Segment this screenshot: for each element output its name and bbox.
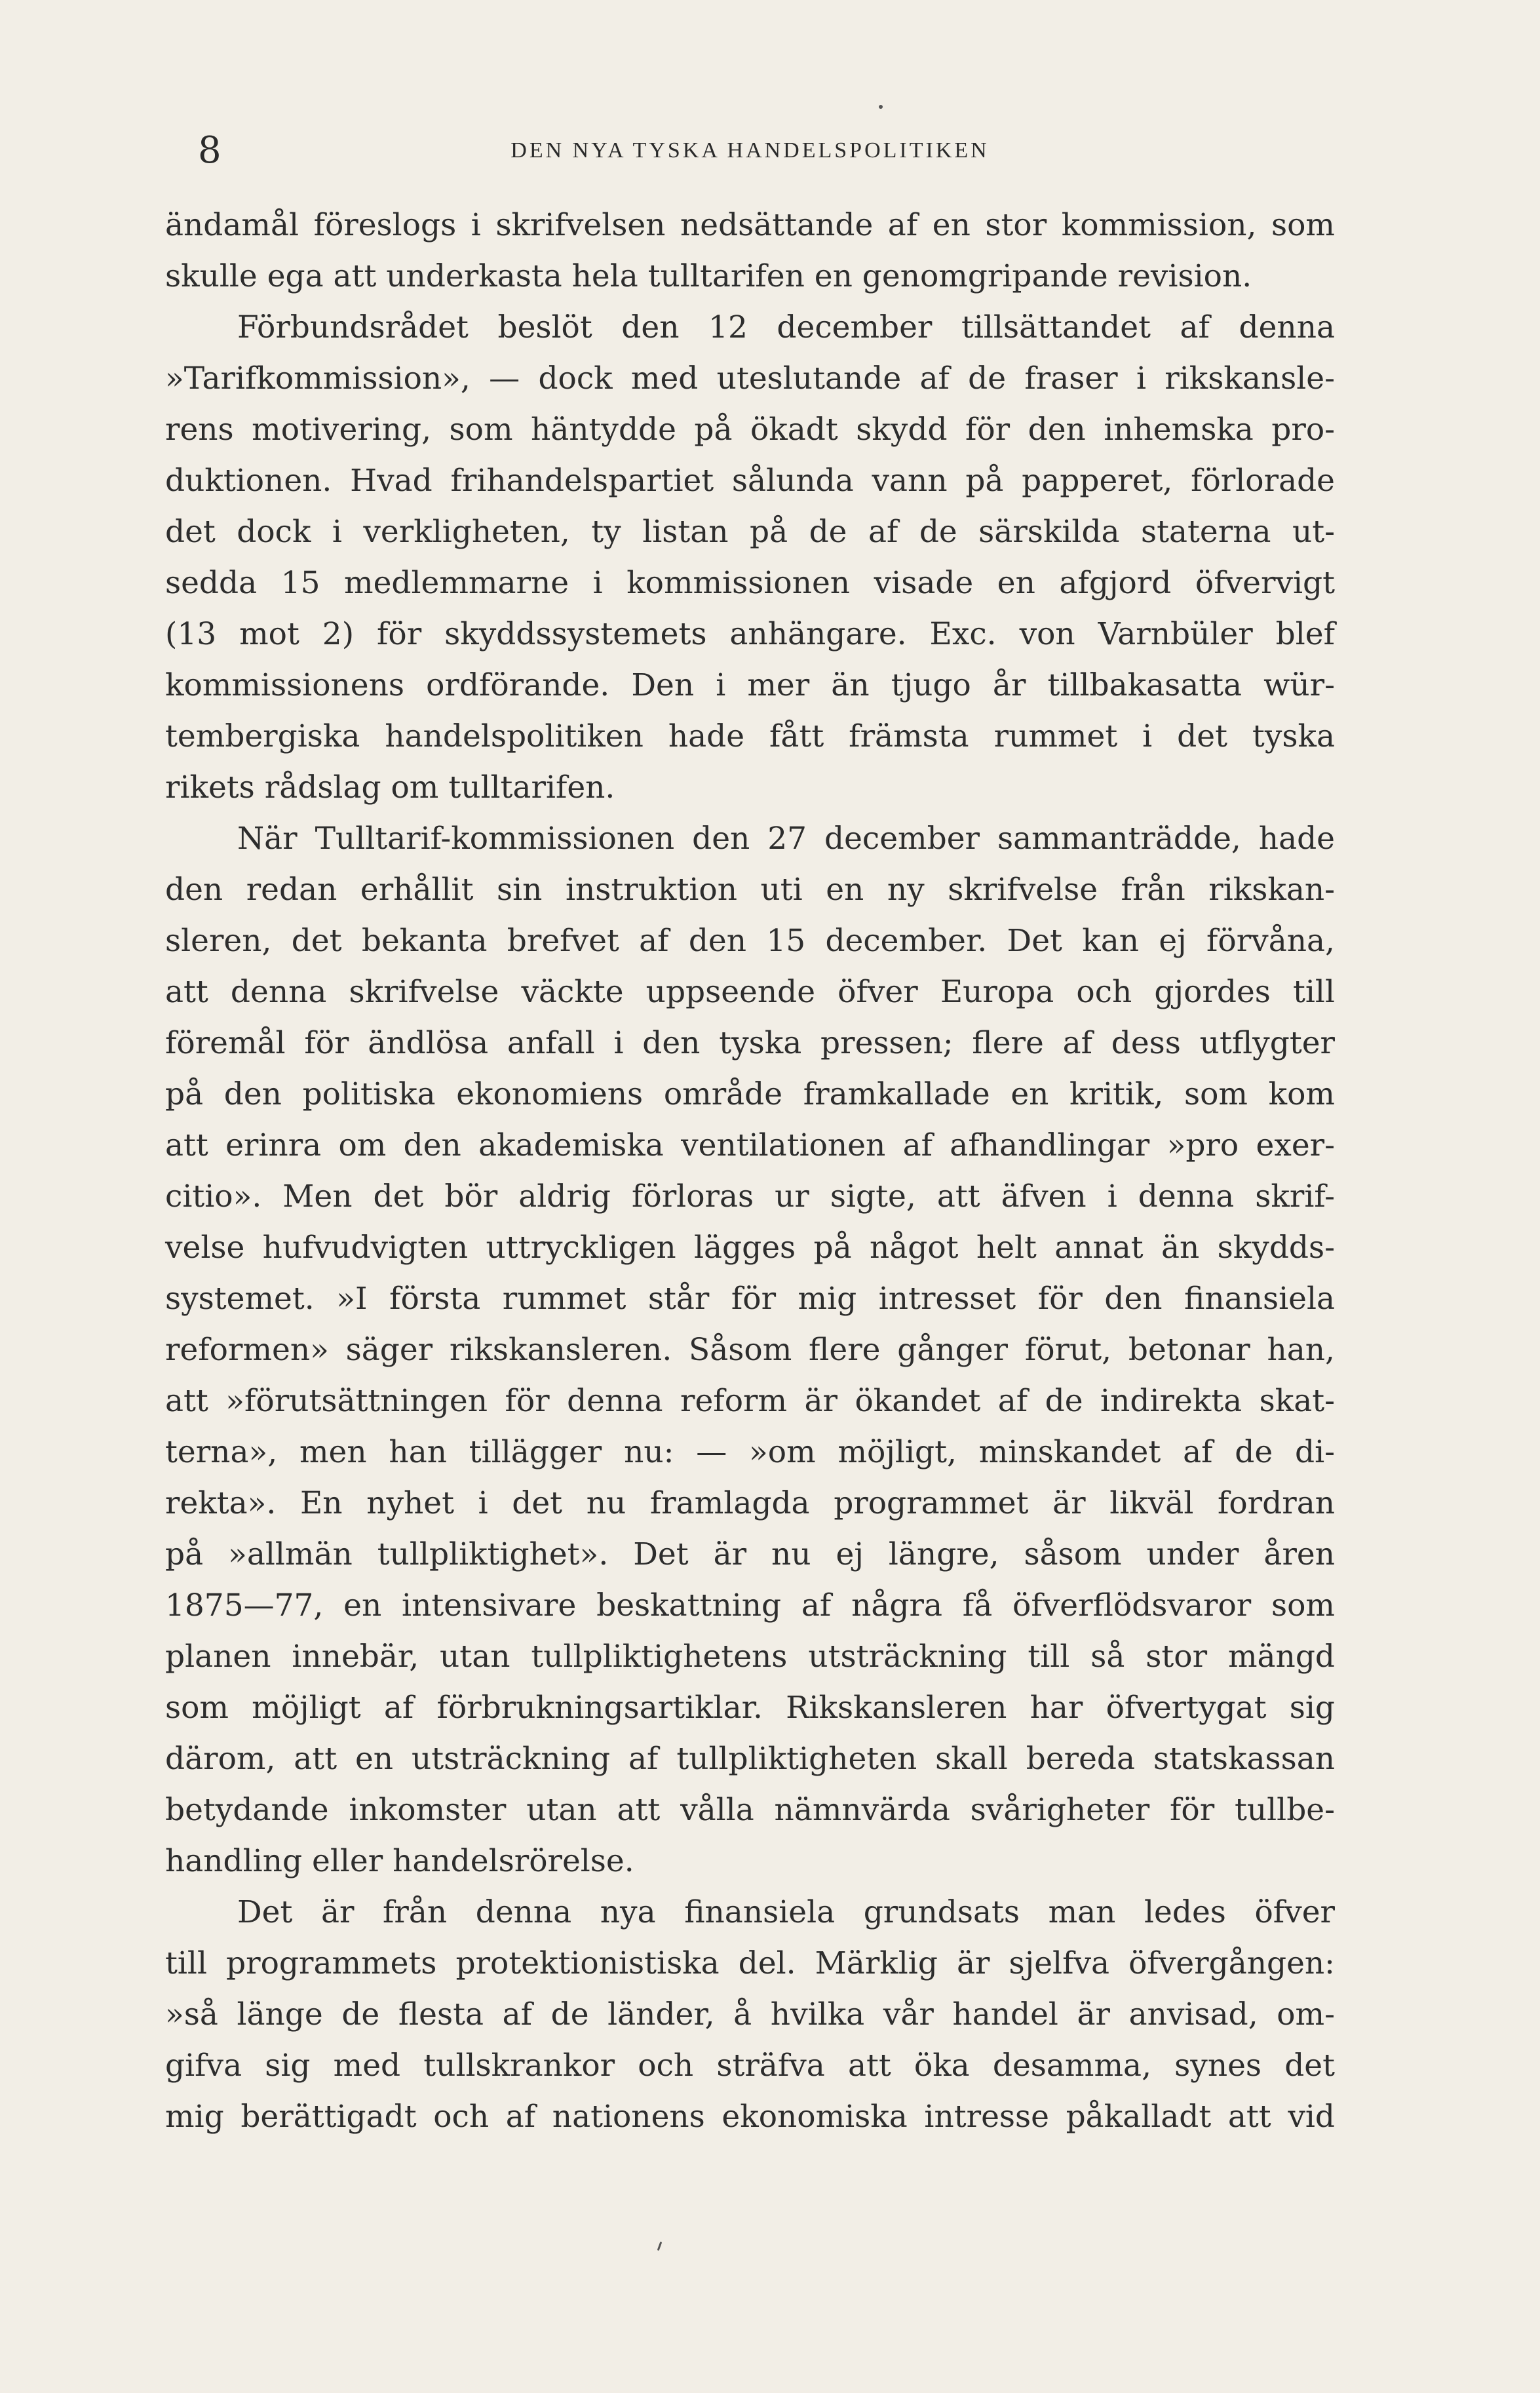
text-line: därom, att en utsträckning af tullpliktigheten skall bereda statskassan [165,1741,1335,1777]
page-header [165,125,1335,177]
text-line: sedda 15 medlemmarne i kommissionen visade en afgjord öfvervigt [165,565,1335,601]
text-line: som möjligt af förbrukningsartiklar. Rikskansleren har öfvertygat sig [165,1690,1335,1726]
text-line: »så länge de flesta af de länder, å hvilka vår handel är anvisad, om- [165,1996,1335,2033]
text-line: föremål för ändlösa anfall i den tyska pressen; flere af dess utflygter [165,1025,1335,1061]
text-line: gifva sig med tullskrankor och sträfva att öka desamma, synes det [165,2048,1335,2084]
text-line: rikets rådslag om tulltarifen. [165,769,615,806]
text-line: systemet. »I första rummet står för mig intresset för den finansiela [165,1281,1335,1317]
paper-speck [657,2242,663,2251]
text-line: velse hufvudvigten uttryckligen lägges på något helt annat än skydds- [165,1230,1335,1266]
text-line: tembergiska handelspolitiken hade fått främsta rummet i det tyska [165,718,1335,754]
text-line: Det är från denna nya finansiela grundsats man ledes öfver [237,1894,1335,1930]
text-line: rens motivering, som häntydde på ökadt skydd för den inhemska pro- [165,412,1335,448]
text-line: »Tarifkommission», — dock med uteslutande af de fraser i rikskansle- [165,360,1335,397]
text-line: på den politiska ekonomiens område framkallade en kritik, som kom [165,1076,1335,1112]
text-line: det dock i verkligheten, ty listan på de af de särskilda staterna ut- [165,514,1335,550]
text-line: sleren, det bekanta brefvet af den 15 december. Det kan ej förvåna, [165,923,1335,959]
text-line: terna», men han tillägger nu: — »om möjligt, minskandet af de di- [165,1434,1335,1470]
text-line: på »allmän tullpliktighet». Det är nu ej längre, såsom under åren [165,1536,1335,1572]
text-line: duktionen. Hvad frihandelspartiet sålunda vann på papperet, förlorade [165,463,1335,499]
paper-speck [879,105,883,109]
text-line: kommissionens ordförande. Den i mer än tjugo år tillbakasatta wür- [165,667,1335,703]
text-line: till programmets protektionistiska del. Märklig är sjelfva öfvergången: [165,1945,1335,1981]
text-line: att »förutsättningen för denna reform är ökandet af de indirekta skat- [165,1383,1335,1419]
text-line: rekta». En nyhet i det nu framlagda programmet är likväl fordran [165,1485,1335,1521]
text-line: När Tulltarif-kommissionen den 27 december sammanträdde, hade [237,821,1335,857]
text-line: att erinra om den akademiska ventilationen af afhandlingar »pro exer- [165,1127,1335,1163]
text-line: mig berättigadt och af nationens ekonomiska intresse påkalladt att vid [165,2099,1335,2135]
text-line: Förbundsrådet beslöt den 12 december tillsättandet af denna [237,309,1335,345]
running-head: DEN NYA TYSKA HANDELSPOLITIKEN [510,138,990,163]
text-line: skulle ega att underkasta hela tulltarifen en genomgripande revision. [165,258,1252,294]
text-line: handling eller handelsrörelse. [165,1843,634,1879]
text-line: 1875—77, en intensivare beskattning af några få öfverflödsvaror som [165,1587,1335,1624]
text-line: planen innebär, utan tullpliktighetens utsträckning till så stor mängd [165,1639,1335,1675]
text-line: reformen» säger rikskansleren. Såsom flere gånger förut, betonar han, [165,1332,1335,1368]
text-line: citio». Men det bör aldrig förloras ur sigte, att äfven i denna skrif- [165,1178,1335,1215]
text-line: att denna skrifvelse väckte uppseende öfver Europa och gjordes till [165,974,1335,1010]
text-line: ändamål föreslogs i skrifvelsen nedsättande af en stor kommission, som [165,207,1335,243]
text-line: betydande inkomster utan att vålla nämnvärda svårigheter för tullbe- [165,1792,1335,1828]
text-line: den redan erhållit sin instruktion uti en ny skrifvelse från rikskan- [165,872,1335,908]
text-line: (13 mot 2) för skyddssystemets anhängare. Exc. von Varnbüler blef [165,616,1335,652]
body-text [165,200,1335,2143]
page-number: 8 [198,129,221,172]
